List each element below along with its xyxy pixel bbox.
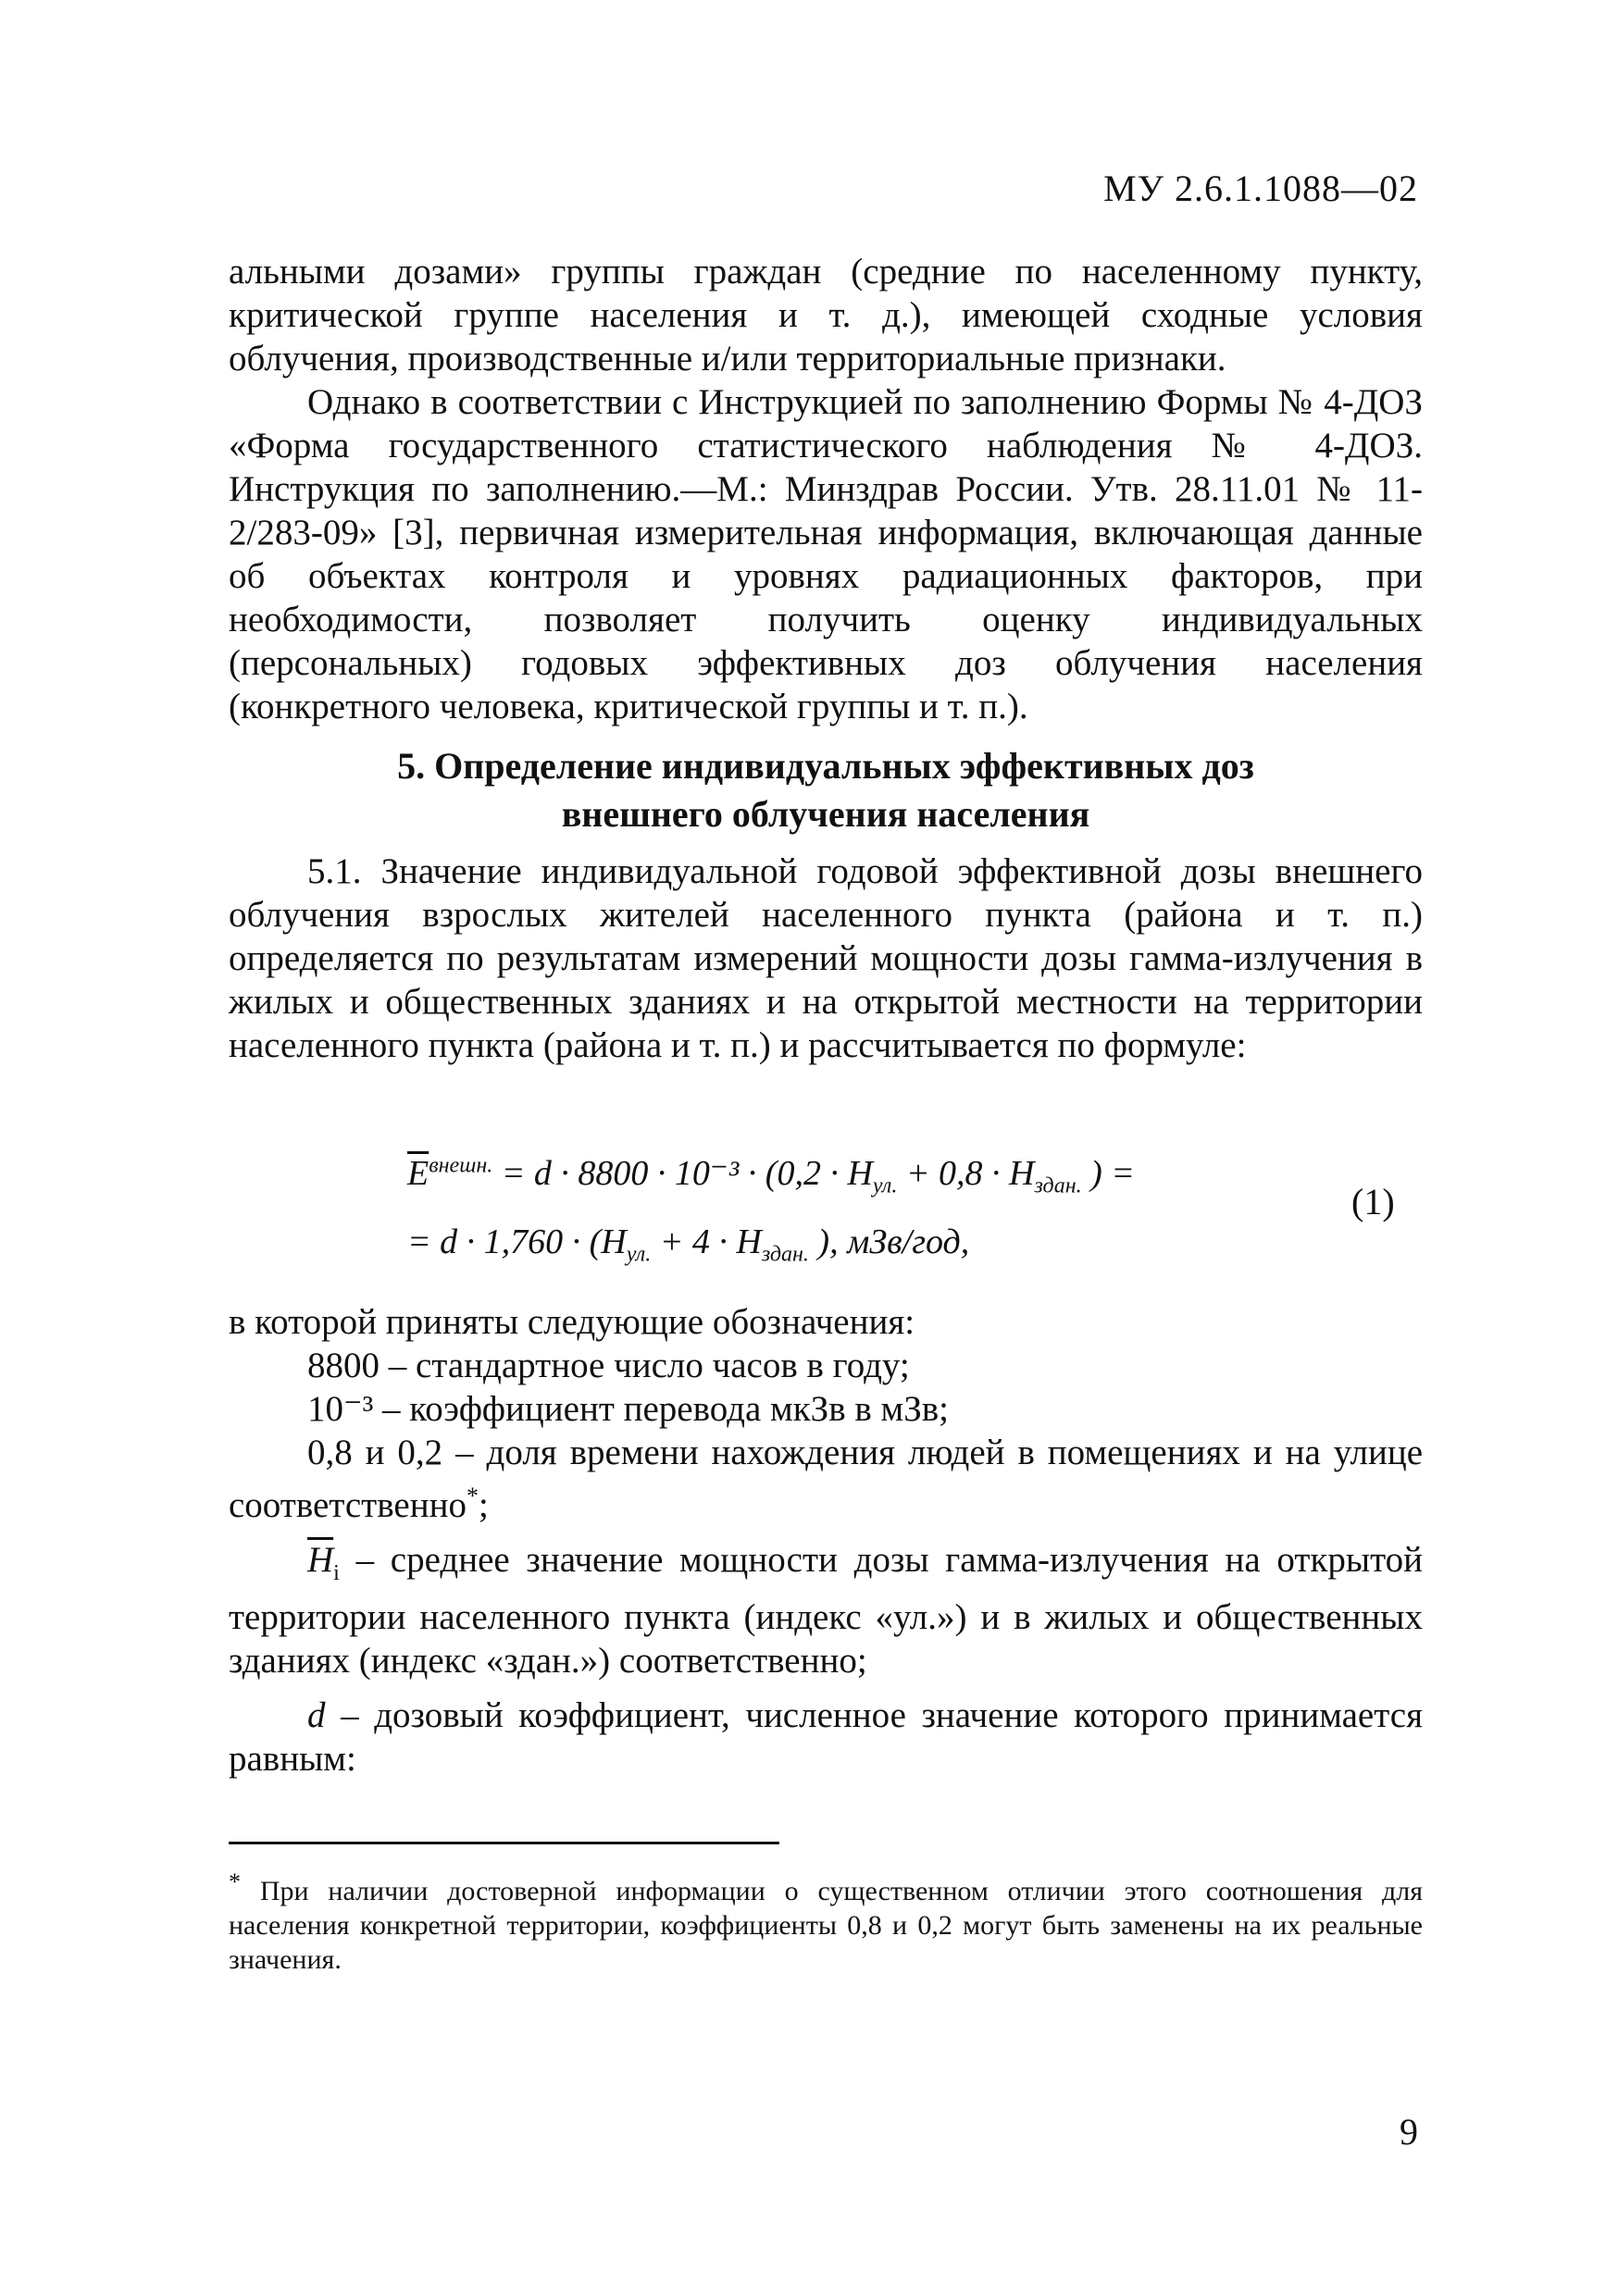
equation-number: (1) [1351, 1181, 1395, 1222]
paragraph-notation: в которой приняты следующие обозначения: [229, 1302, 915, 1342]
footnote-rule [229, 1842, 779, 1844]
footnote-marker: * [466, 1483, 479, 1509]
footnote-text: При наличии достоверной информации о существенном отличии этого соотношения для населения конкретной территории, коэффициенты 0,8 и 0,2 могут быть заменены на их реальные значения. [229, 1876, 1423, 1975]
d-symbol: d [307, 1694, 326, 1735]
section-heading [229, 742, 1423, 838]
paragraph-hours: 8800 – стандартное число часов в году; [307, 1346, 910, 1385]
text-block-2 [229, 850, 1423, 1067]
text-block-1 [229, 250, 1423, 728]
paragraph-5-1: 5.1. Значение индивидуальной годовой эффективной дозы внешнего облучения взрослых жителей населенного пункта (района и т. п.) определяется по результатам измерений мощности дозы гамма-излучения в жилых и общественных зданиях и на открытой местности на территории населенного пункта (района и т. п.) и рассчитывается по формуле: [229, 851, 1423, 1065]
document-number: МУ 2.6.1.1088—02 [1103, 168, 1418, 209]
paragraph-time-share: 0,8 и 0,2 – доля времени нахождения людей в помещениях и на улице соответственно*; [229, 1433, 1423, 1525]
section-heading-line-1: 5. Определение индивидуальных эффективных доз [397, 745, 1254, 787]
formula-line-1: $\overline{E}^{внешн.} = d \cdot 8800 \cdot 10^{-3} \cdot (0,2 \cdot H_{ул.} + 0,8 \cdot H_{здан.}$ ) = [407, 1153, 1135, 1198]
paragraph-h-i: $\overline{H}_i$ – среднее значение мощности дозы гамма-излучения на открытой территории населенного пункта (индекс «ул.») и в жилых и общественных зданиях (индекс «здан.») соответственно; [229, 1540, 1423, 1681]
paragraph-conversion: 10⁻³ – коэффициент перевода мкЗв в мЗв; [307, 1389, 950, 1429]
page-number: 9 [1400, 2111, 1418, 2153]
section-heading-line-2: внешнего облучения населения [561, 793, 1090, 835]
footnote [229, 1865, 1423, 1977]
paragraph-d: d – дозовый коэффициент, численное значение которого принимается равным: [229, 1694, 1424, 1779]
paragraph-instruction: Однако в соответствии с Инструкцией по заполнению Формы № 4-ДОЗ «Форма государственного статистического наблюдения № 4-ДОЗ. Инструкция по заполнению.—М.: Минздрав России. Утв. 28.11.01 № 11-2/283-09» [3], первичная измерительная информация, включающая данные об объектах контроля и уровнях радиационных факторов, при необходимости, позволяет получить оценку индивидуальных (персональных) годовых эффективных доз облучения населения (конкретного человека, критической группы и т. п.). [229, 382, 1423, 726]
formula-line-2: = $d \cdot 1,760 \cdot (H_{ул.} + 4 \cdot H_{здан.}$ ), мЗв/год, [407, 1222, 970, 1267]
footnote-star: * [229, 1868, 241, 1895]
paragraph-continuation: альными дозами» группы граждан (средние по населенному пункту, критической группе населения и т. д.), имеющей сходные условия облучения, производственные и/или территориальные признаки. [229, 252, 1423, 379]
text-block-3 [229, 1300, 1423, 1781]
h-i-symbol: $\overline{H}$ [307, 1540, 334, 1580]
formula-1 [407, 1134, 1425, 1291]
